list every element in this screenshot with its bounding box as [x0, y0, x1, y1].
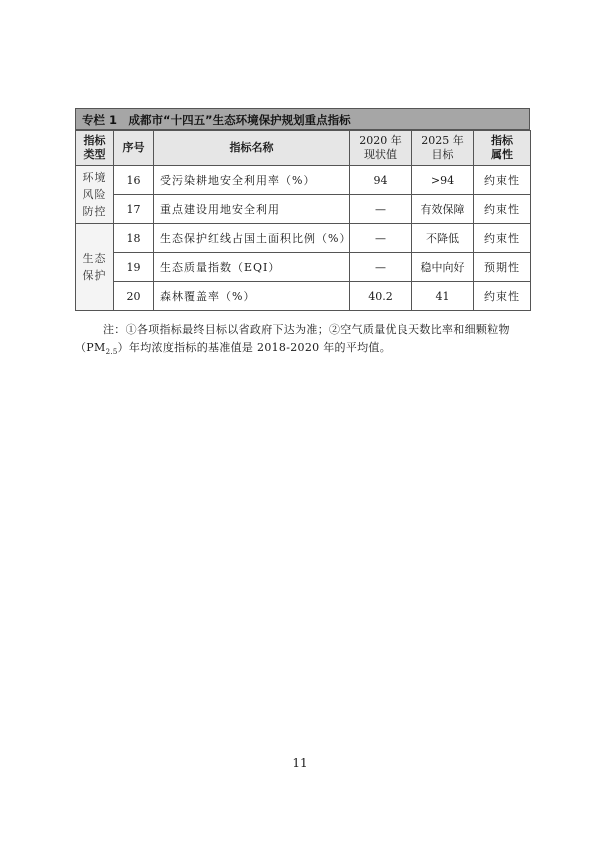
attribute-cell: 约束性 [474, 224, 531, 253]
indicator-name-cell: 重点建设用地安全利用 [154, 195, 350, 224]
target-value-cell: 稳中向好 [412, 253, 474, 282]
seq-cell: 17 [114, 195, 154, 224]
header-target: 2025 年 目标 [412, 131, 474, 166]
current-value-cell: — [350, 224, 412, 253]
header-name: 指标名称 [154, 131, 350, 166]
header-type: 指标 类型 [76, 131, 114, 166]
category-cell: 环境 风险 防控 [76, 166, 114, 224]
target-value-cell: 41 [412, 282, 474, 311]
header-attr: 指标 属性 [474, 131, 531, 166]
table-header-row [76, 131, 531, 166]
table-row [76, 166, 531, 195]
table-row [76, 224, 531, 253]
table-row [76, 195, 531, 224]
attribute-cell: 约束性 [474, 195, 531, 224]
attribute-cell: 约束性 [474, 166, 531, 195]
indicator-table-block [75, 108, 530, 311]
table-row [76, 282, 531, 311]
seq-cell: 19 [114, 253, 154, 282]
seq-cell: 18 [114, 224, 154, 253]
attribute-cell: 约束性 [474, 282, 531, 311]
indicator-name-cell: 生态保护红线占国土面积比例（%） [154, 224, 350, 253]
pm-subscript: 2.5 [105, 348, 118, 357]
target-value-cell: 有效保障 [412, 195, 474, 224]
page-number: 11 [292, 756, 308, 770]
header-seq: 序号 [114, 131, 154, 166]
current-value-cell: 40.2 [350, 282, 412, 311]
target-value-cell: 不降低 [412, 224, 474, 253]
target-value-cell: >94 [412, 166, 474, 195]
indicator-name-cell: 受污染耕地安全利用率（%） [154, 166, 350, 195]
indicator-name-cell: 森林覆盖率（%） [154, 282, 350, 311]
attribute-cell: 预期性 [474, 253, 531, 282]
current-value-cell: 94 [350, 166, 412, 195]
current-value-cell: — [350, 253, 412, 282]
indicator-table [75, 130, 531, 311]
table-note: 注：①各项指标最终目标以省政府下达为准；②空气质量优良天数比率和细颗粒物$(PM_{2.5})$年均浓度指标的基准值是 2018-2020 年的平均值。 [75, 323, 510, 357]
header-current: 2020 年 现状值 [350, 131, 412, 166]
table-row [76, 253, 531, 282]
seq-cell: 16 [114, 166, 154, 195]
current-value-cell: — [350, 195, 412, 224]
table-caption: 专栏 1 成都市“十四五”生态环境保护规划重点指标 [75, 108, 530, 130]
seq-cell: 20 [114, 282, 154, 311]
category-cell: 生态 保护 [76, 224, 114, 311]
indicator-name-cell: 生态质量指数（EQI） [154, 253, 350, 282]
